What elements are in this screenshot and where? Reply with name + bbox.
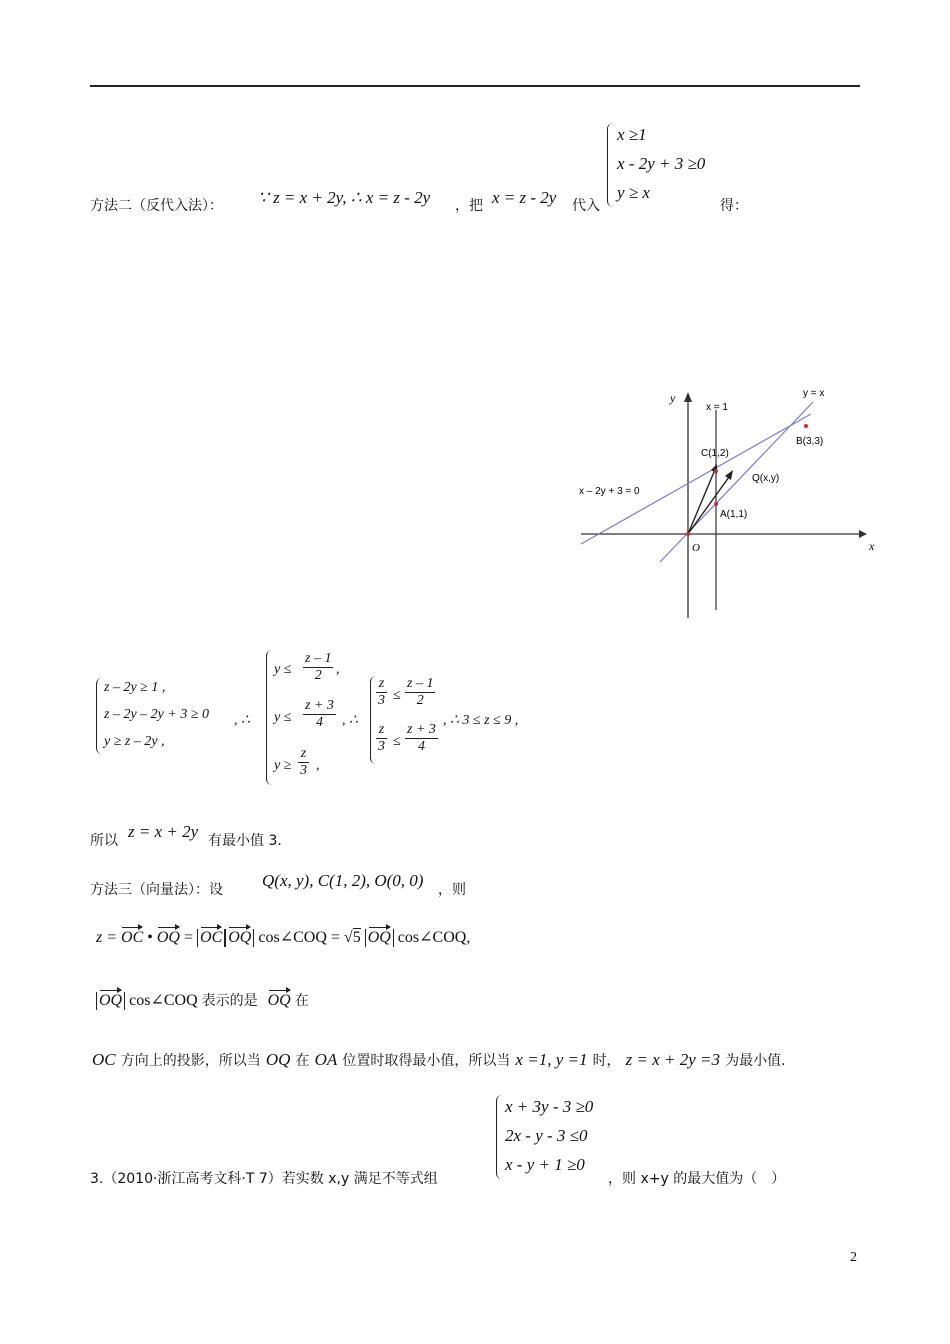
derivation-result: , ∴ 3 ≤ z ≤ 9 , (443, 713, 519, 728)
line3-cond: x =1, y =1 (515, 1050, 588, 1069)
y-axis-arrow (684, 392, 692, 402)
y-axis-label: y (670, 391, 676, 405)
boundary-line-label: x – 2y + 3 = 0 (579, 486, 640, 497)
line3-oa: OA (314, 1050, 338, 1069)
sys1-row-3: y ≥ z – 2y , (104, 734, 165, 749)
vec-oc: OC (121, 929, 144, 946)
line3-t3: 位置时取得最小值，所以当 (342, 1053, 511, 1069)
sys3-r1-le: ≤ (393, 688, 401, 703)
sys2-r1-den: 2 (314, 668, 322, 683)
sys3-r2-rd: 4 (417, 739, 425, 754)
eq-2: = (330, 929, 340, 946)
problem3-row-3: x - y + 1 ≥0 (505, 1155, 585, 1174)
method2-label: 方法二（反代入法）： (90, 198, 223, 214)
sys3-r2-rn: z + 3 (407, 722, 436, 737)
sys2-r3-comma: , (316, 758, 320, 773)
feasible-region-graph (575, 380, 885, 625)
problem3-label: 3.（2010·浙江高考文科·T 7）若实数 x,y 满足不等式组 (90, 1171, 438, 1187)
sys3-r2-ld: 3 (378, 739, 385, 754)
abs-oq-2-vec: OQ (367, 929, 391, 946)
point-b (804, 424, 808, 428)
abs-oc-vec: OC (200, 929, 223, 946)
problem3-brace (496, 1095, 503, 1179)
point-o (686, 532, 690, 536)
system-row-2: x - 2y + 3 ≥0 (617, 154, 706, 173)
vec-oq-2: OQ (267, 992, 291, 1009)
method3-points: Q(x, y), C(1, 2), O(0, 0) (262, 871, 424, 890)
problem3-row-1: x + 3y - 3 ≥0 (505, 1097, 594, 1116)
sys2-r1-frac (303, 651, 333, 684)
sys3-r2-right (405, 722, 438, 755)
abs-oc (197, 929, 225, 947)
vec-oq: OQ (156, 929, 180, 946)
eq-1: = (183, 929, 194, 946)
point-q-label: Q(x,y) (752, 473, 780, 484)
cos-2: cos∠COQ (397, 929, 467, 946)
method3-line3 (92, 1050, 786, 1070)
line3-oq: OQ (265, 1050, 291, 1069)
abs-oq (225, 929, 254, 947)
sys2-r3-frac (298, 746, 309, 779)
sqrt5-radicand: 5 (352, 929, 361, 946)
eq-comma: , (466, 929, 471, 946)
method2-expr1: ∵ z = x + 2y, ∴ x = z - 2y (258, 188, 431, 207)
sys2-r1-num: z – 1 (305, 651, 332, 666)
method2-daiu: 代入 (572, 198, 600, 214)
eq-z-lhs: z = (96, 929, 118, 946)
sys3-r2-le: ≤ (393, 734, 401, 749)
sys2-r2-den: 4 (315, 715, 323, 730)
cos-3: cos∠COQ (129, 992, 198, 1009)
point-a-label: A(1,1) (720, 509, 748, 520)
sys3-r1-rd: 2 (416, 693, 424, 708)
line3-t1: 方向上的投影，所以当 (120, 1053, 261, 1069)
method2-expr2: x = z - 2y (492, 188, 557, 207)
dot-op: • (147, 929, 153, 946)
sys1-row-2: z – 2y – 2y + 3 ≥ 0 (104, 707, 210, 722)
point-a (714, 502, 718, 506)
sys2-r3-lhs: y ≥ (274, 758, 292, 773)
sys2-brace (266, 650, 273, 785)
abs-oq-3 (96, 992, 125, 1010)
sys3-r1-left (376, 676, 387, 709)
projection-zai: 在 (294, 993, 309, 1009)
abs-oq-vec: OQ (228, 929, 252, 946)
sys2-r2-frac (303, 698, 336, 731)
system-row-1: x ≥1 (617, 125, 647, 144)
method2-ba: ，把 (455, 198, 483, 214)
sys1-row-1: z – 2y ≥ 1 , (104, 680, 166, 695)
conclusion-post: 有最小值 3. (208, 833, 282, 849)
vector-oq-arrow (725, 470, 733, 480)
sys3-r1-rn: z – 1 (407, 676, 434, 691)
system-brace (607, 123, 614, 207)
sys3-r2-left (376, 722, 387, 755)
method2-de: 得： (720, 198, 748, 214)
abs-oq-3-vec: OQ (99, 992, 123, 1009)
line3-res: z = x + 2y =3 (625, 1050, 721, 1069)
conclusion-expr: z = x + 2y (128, 822, 199, 841)
x-eq-1-label: x = 1 (706, 402, 728, 413)
sys2-r2-lhs: y ≤ (274, 710, 292, 725)
point-b-label: B(3,3) (796, 436, 824, 447)
point-c-label: C(1,2) (701, 448, 729, 459)
point-c (714, 469, 718, 473)
sys2-r1-lhs: y ≤ (274, 662, 292, 677)
y-eq-x-label: y = x (803, 388, 825, 399)
problem3-row-2: 2x - y - 3 ≤0 (505, 1126, 588, 1145)
system-row-3: y ≥ x (617, 183, 650, 202)
sep2: , ∴ (342, 713, 358, 728)
sys3-r1-right (405, 676, 435, 709)
problem3-post: ，则 x+y 的最大值为（ ） (608, 1171, 786, 1187)
vector-dot-equation (96, 927, 470, 947)
sep1: , ∴ (234, 713, 250, 728)
sys3-r1-ln: z (376, 676, 387, 693)
abs-oq-2 (365, 929, 394, 947)
conclusion-pre: 所以 (90, 833, 118, 849)
page-number: 2 (850, 1250, 857, 1265)
projection-line (96, 990, 309, 1010)
line3-oc: OC (92, 1050, 116, 1069)
sys2-r3-den: 3 (300, 763, 307, 778)
cos-1: cos∠COQ (258, 929, 327, 946)
method3-ze: ，则 (438, 882, 466, 898)
sys3-r2-ln: z (376, 722, 387, 739)
sys2-r1-comma: , (336, 662, 340, 677)
sys2-r2-num: z + 3 (305, 698, 334, 713)
origin-label: O (692, 542, 700, 554)
x-axis-label: x (869, 539, 875, 553)
x-axis-arrow (859, 530, 867, 538)
line3-t2: 在 (295, 1053, 310, 1069)
sys1-brace (96, 678, 103, 754)
header-rule (90, 85, 860, 87)
projection-text: 表示的是 (201, 993, 258, 1009)
sys3-r1-ld: 3 (378, 693, 385, 708)
line3-t5: 为最小值. (725, 1053, 786, 1069)
sys2-r3-num: z (298, 746, 309, 763)
line3-t4: 时， (592, 1053, 621, 1069)
method3-label: 方法三（向量法）：设 (90, 882, 223, 898)
sqrt5: √5 (343, 929, 361, 946)
